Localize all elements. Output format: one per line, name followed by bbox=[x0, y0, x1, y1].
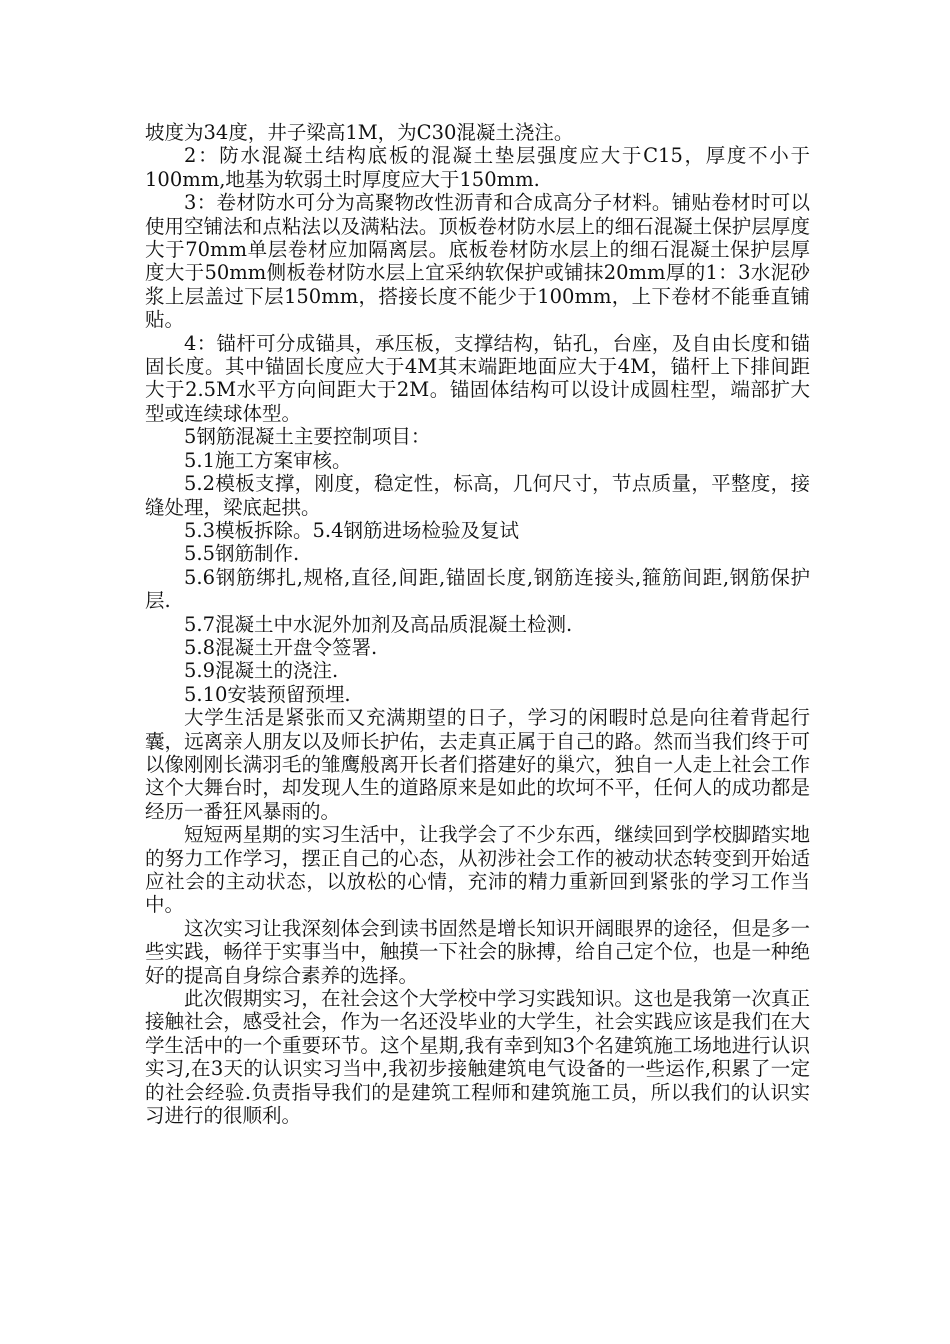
paragraph-university-life: 大学生活是紧张而又充满期望的日子，学习的闲暇时总是向往着背起行囊，远离亲人朋友以及师长护佑，去走真正属于自己的路。然而当我们终于可以像刚刚长满羽毛的雏鹰般离开长者们搭建好的巢穴，独自一人走上社会工作这个大舞台时，却发现人生的道路原来是如此的坎坷不平，任何人的成功都是经历一番狂风暴雨的。 bbox=[145, 706, 810, 823]
list-item: 5.2模板支撑，刚度，稳定性，标高，几何尺寸，节点质量，平整度，接缝处理，梁底起拱。 bbox=[145, 472, 810, 519]
list-item: 5.3模板拆除。5.4钢筋进场检验及复试 bbox=[184, 518, 520, 542]
paragraph-anchor-rod: 4：锚杆可分成锚具，承压板，支撑结构，钻孔，台座，及自由长度和锚固长度。其中锚固长度应大于4M其末端距地面应大于4M，锚杆上下排间距大于2.5M水平方向间距大于2M。锚固体结构可以设计成圆柱型，端部扩大型或连续球体型。 bbox=[145, 331, 810, 425]
paragraph-internship-reflection: 这次实习让我深刻体会到读书固然是增长知识开阔眼界的途径，但是多一些实践，畅徉于实事当中，触摸一下社会的脉搏，给自己定个位，也是一种绝好的提高自身综合素养的选择。 bbox=[145, 916, 810, 987]
list-item: 5.7混凝土中水泥外加剂及高品质混凝土检测. bbox=[184, 612, 573, 636]
paragraph-holiday-internship: 此次假期实习，在社会这个大学校中学习实践知识。这也是我第一次真正接触社会，感受社会，作为一名还没毕业的大学生，社会实践应该是我们在大学生活中的一个重要环节。这个星期,我有幸到知3个名建筑施工场地进行认识实习,在3天的认识实习当中,我初步接触建筑电气设备的一些运作,积累了一定的社会经验.负责指导我们的是建筑工程师和建筑施工员，所以我们的认识实习进行的很顺利。 bbox=[145, 987, 810, 1128]
list-item: 5.6钢筋绑扎,规格,直径,间距,锚固长度,钢筋连接头,箍筋间距,钢筋保护层. bbox=[145, 565, 810, 613]
paragraph-two-weeks-internship: 短短两星期的实习生活中，让我学会了不少东西，继续回到学校脚踏实地的努力工作学习，摆正自己的心态，从初涉社会工作的被动状态转变到开始适应社会的主动状态，以放松的心情，充沛的精力重新回到紧张的学习工作当中。 bbox=[145, 823, 810, 917]
list-item: 5.8混凝土开盘令签署. bbox=[184, 635, 378, 659]
paragraph-control-items-heading: 5钢筋混凝土主要控制项目： bbox=[184, 425, 431, 449]
paragraph-waterproof-concrete: 2：防水混凝土结构底板的混凝土垫层强度应大于C15，厚度不小于100mm,地基为软弱土时厚度应大于150mm. bbox=[145, 144, 810, 191]
document-body bbox=[145, 121, 810, 1127]
list-item: 5.10安装预留预埋. bbox=[184, 682, 351, 706]
paragraph-slope: 坡度为34度，井子梁高1M，为C30混凝土浇注。 bbox=[145, 121, 574, 144]
paragraph-membrane-waterproofing: 3：卷材防水可分为高聚物改性沥青和合成高分子材料。铺贴卷材时可以使用空铺法和点粘法以及满粘法。顶板卷材防水层上的细石混凝土保护层厚度大于70mm单层卷材应加隔离层。底板卷材防水层上的细石混凝土保护层厚度大于50mm侧板卷材防水层上宜采纳软保护或铺抹20mm厚的1：3水泥砂浆上层盖过下层150mm，搭接长度不能少于100mm，上下卷材不能垂直铺贴。 bbox=[145, 191, 810, 332]
list-item: 5.5钢筋制作. bbox=[184, 542, 300, 566]
list-item: 5.9混凝土的浇注. bbox=[184, 659, 339, 683]
list-item: 5.1施工方案审核。 bbox=[184, 448, 352, 472]
